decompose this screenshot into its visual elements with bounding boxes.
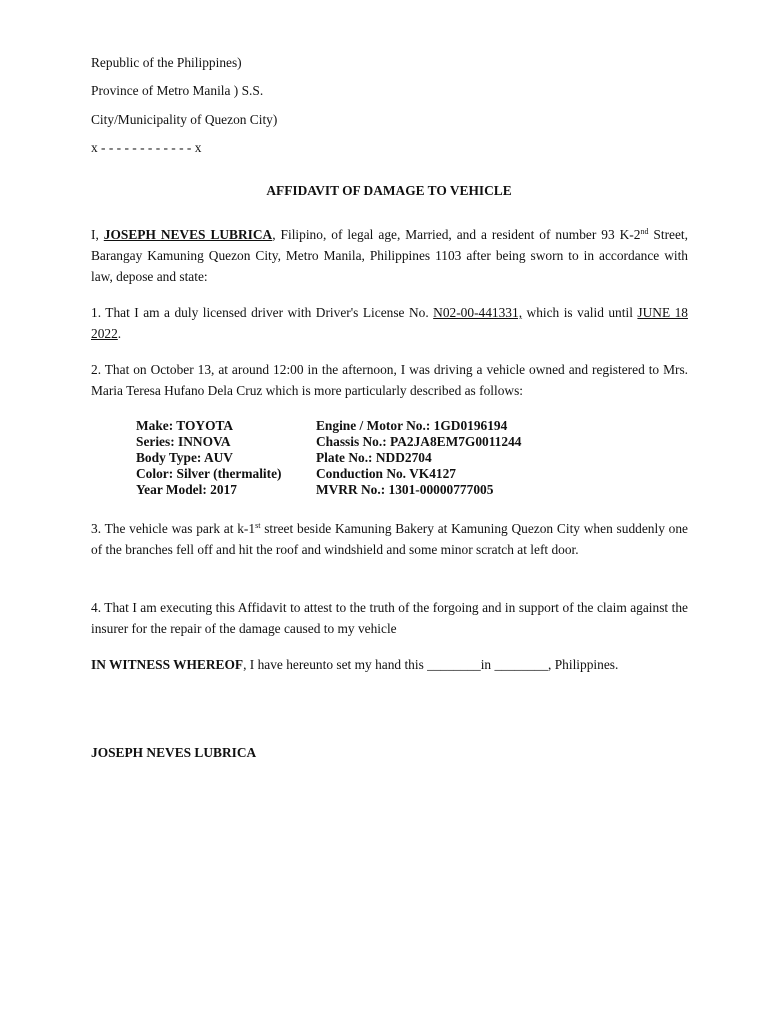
- vehicle-plate-no: Plate No.: NDD2704: [316, 450, 432, 465]
- intro-text-a: , Filipino, of legal age, Married, and a resident of number 93 K-2: [272, 227, 641, 242]
- vehicle-chassis-no: Chassis No.: PA2JA8EM7G0011244: [316, 434, 522, 449]
- witness-paragraph: [91, 654, 688, 675]
- item1-text-c: .: [117, 326, 122, 341]
- vehicle-series: Series: INNOVA: [136, 434, 231, 449]
- item-2-paragraph: 2. That on October 13, at around 12:00 in the afternoon, I was driving a vehicle owned and registered to Mrs. Maria Teresa Hufano Dela Cruz which is more particularly described as follows:: [91, 362, 688, 398]
- vehicle-mvrr-no: MVRR No.: 1301-00000777005: [316, 482, 494, 497]
- document-title: AFFIDAVIT OF DAMAGE TO VEHICLE: [266, 183, 512, 198]
- header-province: Province of Metro Manila ) S.S.: [91, 83, 264, 98]
- header-republic: Republic of the Philippines): [91, 55, 242, 70]
- item-4-paragraph: 4. That I am executing this Affidavit to attest to the truth of the forgoing and in support of the claim against the insurer for the repair of the damage caused to my vehicle: [91, 600, 688, 636]
- intro-paragraph: [91, 224, 688, 287]
- vehicle-body-type: Body Type: AUV: [136, 450, 233, 465]
- vehicle-year-model: Year Model: 2017: [136, 482, 237, 497]
- header-city: City/Municipality of Quezon City): [91, 112, 278, 127]
- intro-text-b: Street, Barangay Kamuning Quezon City, Metro Manila, Philippines 1103 after being sworn to in accordance with law, depose and state:: [91, 227, 689, 284]
- intro-prefix: I,: [91, 227, 104, 242]
- item3-text-a: 3. The vehicle was park at k-1: [91, 521, 256, 536]
- witness-lead: IN WITNESS WHEREOF: [91, 657, 244, 672]
- item1-text-a: 1. That I am a duly licensed driver with Driver's License No.: [91, 305, 434, 320]
- witness-text: , I have hereunto set my hand this ________in ________, Philippines.: [243, 657, 619, 672]
- vehicle-color: Color: Silver (thermalite): [136, 466, 282, 481]
- vehicle-specs-left: [136, 418, 282, 498]
- vehicle-conduction-no: Conduction No. VK4127: [316, 466, 457, 481]
- item3-text-b: street beside Kamuning Bakery at Kamuning Quezon City when suddenly one of the branches fell off and hit the roof and windshield and some minor scratch at left door.: [91, 521, 689, 557]
- signatory-name: JOSEPH NEVES LUBRICA: [91, 745, 257, 760]
- item-3-paragraph: [91, 518, 688, 560]
- vehicle-engine-no: Engine / Motor No.: 1GD0196194: [316, 418, 508, 433]
- license-valid-until: JUNE 18 2022: [91, 305, 688, 341]
- vehicle-specs-right: [316, 418, 521, 498]
- license-number: N02-00-441331,: [433, 305, 523, 320]
- item-1-paragraph: [91, 302, 688, 344]
- item3-superscript: st: [255, 521, 261, 530]
- header-separator: x - - - - - - - - - - - - x: [91, 140, 202, 155]
- intro-superscript: nd: [640, 227, 649, 236]
- vehicle-make: Make: TOYOTA: [136, 418, 234, 433]
- affiant-name: JOSEPH NEVES LUBRICA: [103, 227, 273, 242]
- item1-text-b: which is valid until: [522, 305, 638, 320]
